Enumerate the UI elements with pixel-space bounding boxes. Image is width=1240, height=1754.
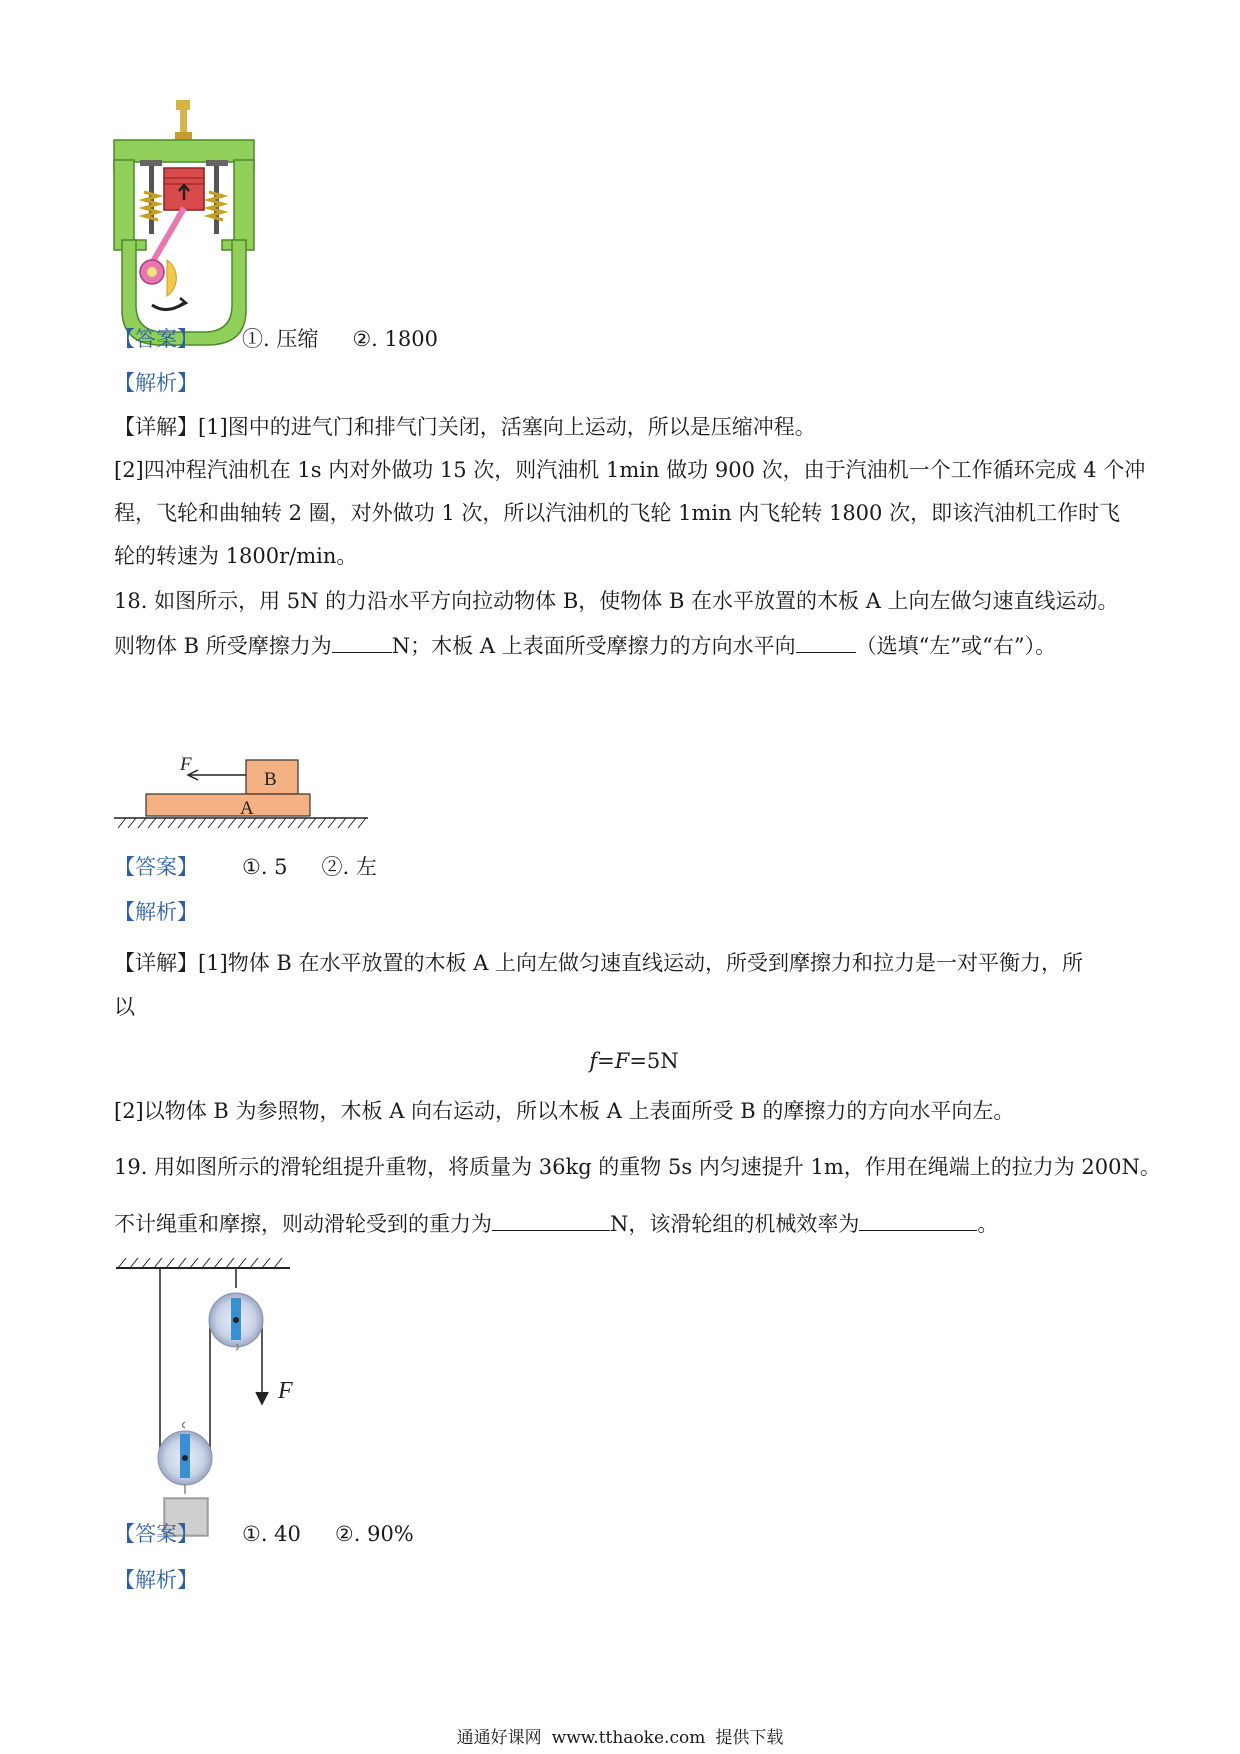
answer-tag: 【答案】 [114, 327, 198, 351]
q19-text-a: 不计绳重和摩擦，则动滑轮受到的重力为 [114, 1212, 492, 1236]
answer-blank [859, 1208, 977, 1231]
detail-line: 轮的转速为 1800r/min。 [114, 544, 358, 568]
answer-1: ①. 压缩 [242, 327, 319, 351]
force-label: F [180, 754, 192, 775]
detail-line: 以 [114, 995, 135, 1019]
answer-blank [492, 1208, 610, 1231]
formula-F: F [614, 1049, 630, 1073]
block-diagram [112, 750, 372, 830]
block-b-label: B [264, 769, 277, 790]
q19-text-b: N，该滑轮组的机械效率为 [610, 1212, 860, 1236]
footer-url[interactable]: www.tthaoke.com [551, 1728, 706, 1748]
answer-1: ①. 5 [242, 855, 288, 879]
engine-diagram [112, 100, 257, 348]
answer-blank [796, 630, 856, 653]
page-footer [0, 1727, 1240, 1749]
question-18-line1: 18. 如图所示，用 5N 的力沿水平方向拉动物体 B，使物体 B 在水平放置的木板 A 上向左做匀速直线运动。 [114, 589, 1119, 613]
formula-f: f [589, 1049, 598, 1073]
analysis-tag-17: 【解析】 [114, 371, 198, 395]
detail-line: [2]四冲程汽油机在 1s 内对外做功 15 次，则汽油机 1min 做功 900 次，由于汽油机一个工作循环完成 4 个冲 [114, 458, 1146, 482]
question-19-line1: 19. 用如图所示的滑轮组提升重物，将质量为 36kg 的重物 5s 内匀速提升 1m，作用在绳端上的拉力为 200N。 [114, 1155, 1161, 1179]
detail-line: [2]以物体 B 为参照物，木板 A 向右运动，所以木板 A 上表面所受 B 的摩擦力的方向水平向左。 [114, 1099, 1015, 1123]
answer-line-19 [114, 1519, 1154, 1549]
formula [114, 1046, 1154, 1076]
q18-text-b: N；木板 A 上表面所受摩擦力的方向水平向 [391, 634, 796, 658]
analysis-tag-18: 【解析】 [114, 900, 198, 924]
answer-tag: 【答案】 [114, 1522, 198, 1546]
answer-blank [332, 630, 392, 653]
answer-line-17 [114, 324, 1154, 354]
analysis-tag-19: 【解析】 [114, 1568, 198, 1592]
detail-line: 【详解】[1]物体 B 在水平放置的木板 A 上向左做匀速直线运动，所受到摩擦力和拉力是一对平衡力，所 [114, 951, 1084, 975]
answer-tag: 【答案】 [114, 855, 198, 879]
pulley-force-label: F [278, 1378, 293, 1404]
answer-1: ①. 40 [242, 1522, 301, 1546]
formula-eq: = [597, 1049, 615, 1073]
footer-note: 提供下载 [715, 1728, 784, 1748]
question-19-line2 [114, 1208, 1154, 1239]
pulley-diagram [112, 1258, 312, 1498]
formula-value: =5N [629, 1049, 679, 1073]
detail-line: 【详解】[1]图中的进气门和排气门关闭，活塞向上运动，所以是压缩冲程。 [114, 415, 816, 439]
footer-site: 通通好课网 [456, 1728, 542, 1748]
q19-text-c: 。 [977, 1212, 999, 1236]
q18-text-c: （选填“左”或“右”）。 [855, 634, 1057, 658]
question-18-line2 [114, 630, 1154, 661]
q18-text-a: 则物体 B 所受摩擦力为 [114, 634, 332, 658]
answer-2: ②. 90% [334, 1522, 414, 1546]
answer-line-18 [114, 852, 1154, 882]
answer-2: ②. 左 [321, 855, 377, 879]
answer-2: ②. 1800 [352, 327, 438, 351]
block-a-label: A [240, 798, 254, 819]
detail-line: 程，飞轮和曲轴转 2 圈，对外做功 1 次，所以汽油机的飞轮 1min 内飞轮转 1800 次，即该汽油机工作时飞 [114, 501, 1121, 525]
